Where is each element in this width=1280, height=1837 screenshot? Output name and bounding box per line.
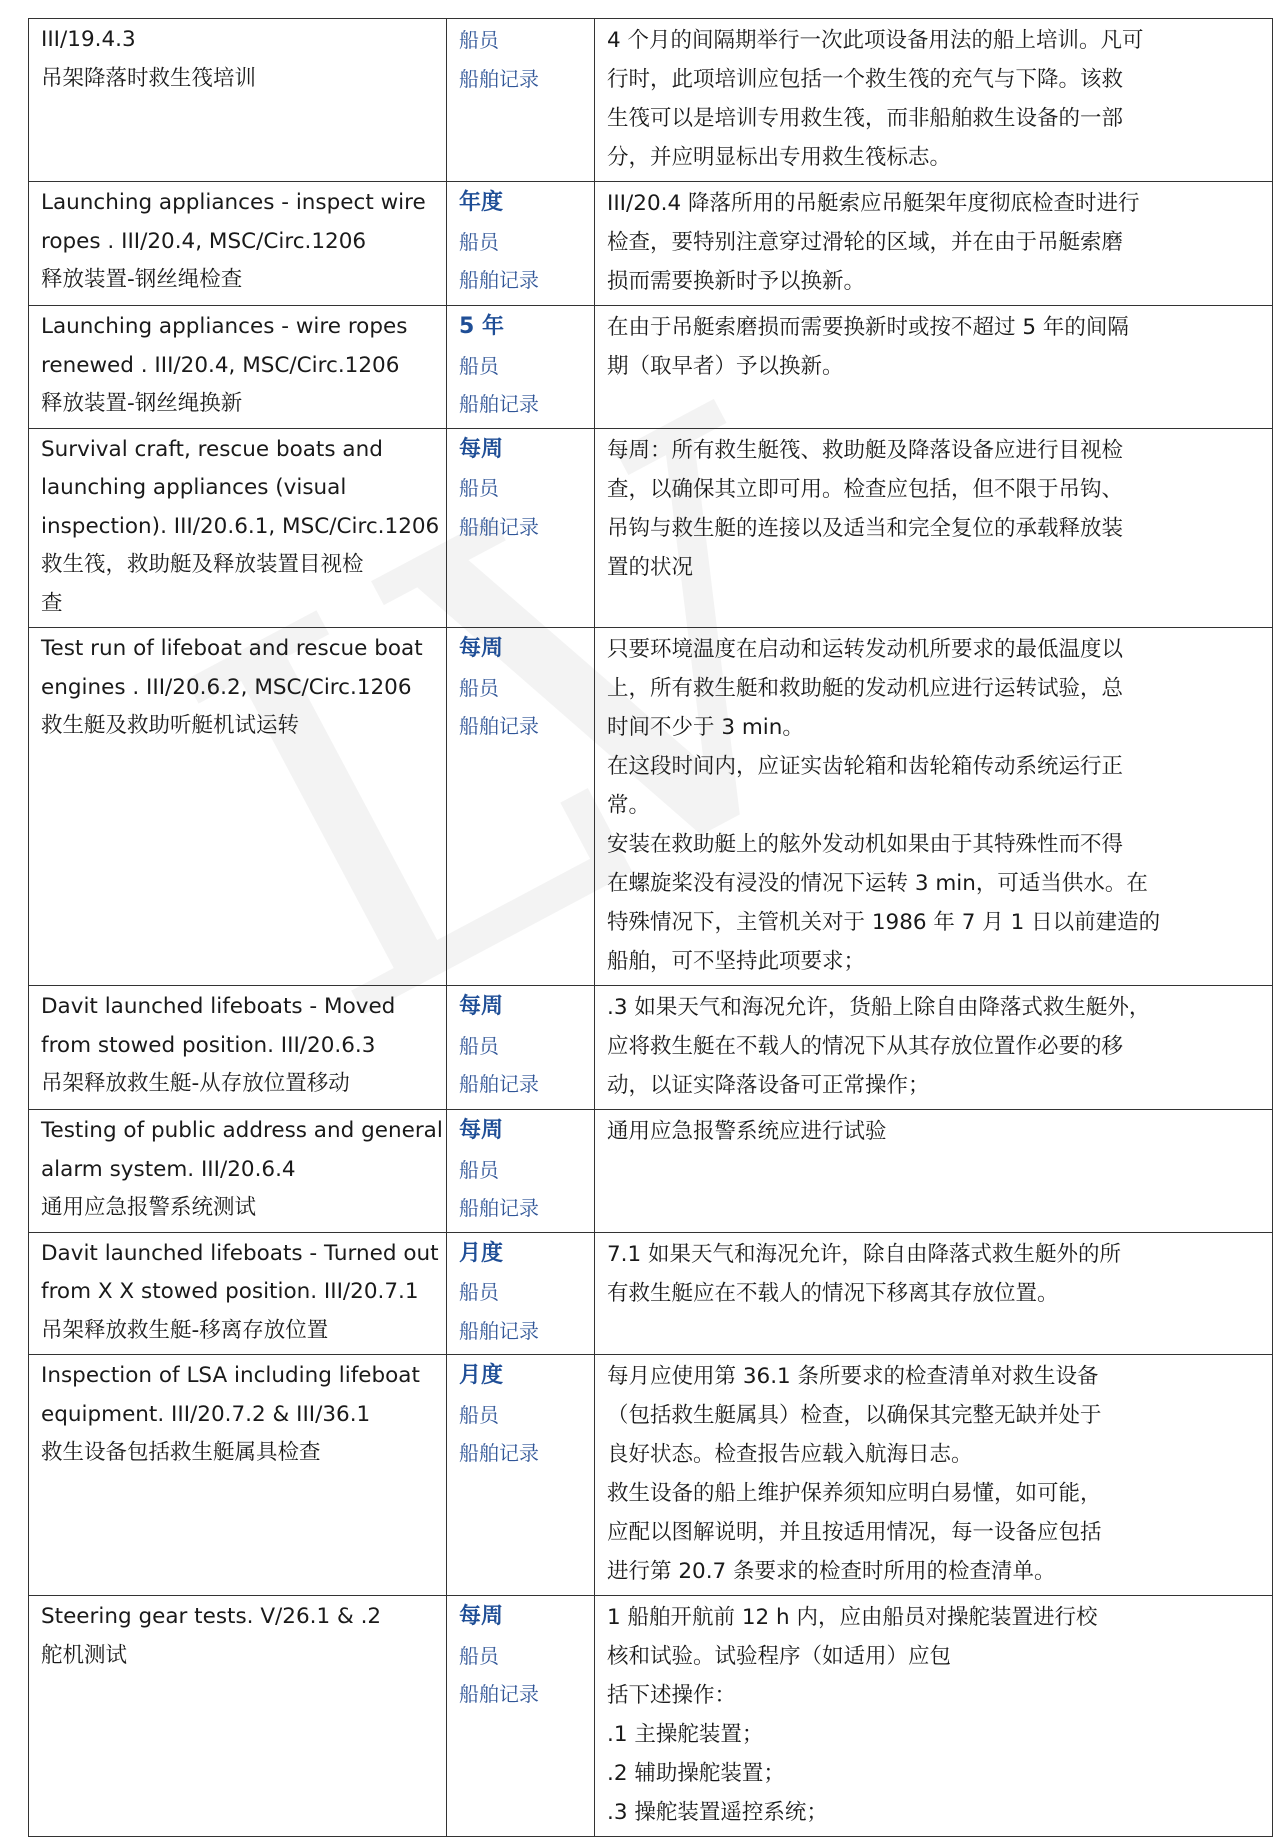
- responsibility-cell: [447, 1232, 595, 1355]
- table-row: [29, 986, 1273, 1110]
- requirement-text: 生筏可以是培训专用救生筏，而非船舶救生设备的一部: [607, 106, 1124, 131]
- role-label: 船舶记录: [459, 66, 539, 91]
- item-text: Steering gear tests. V/26.1 & .2: [41, 1604, 382, 1629]
- item-cell: [29, 1596, 447, 1837]
- responsibility-cell: [447, 1110, 595, 1233]
- role-label: 船舶记录: [459, 1441, 539, 1465]
- responsibility-cell: [447, 986, 595, 1110]
- requirement-cell: [595, 19, 1273, 182]
- requirement-text: 括下述操作：: [607, 1683, 737, 1708]
- item-text: inspection). III/20.6.1, MSC/Circ.1206: [41, 513, 440, 539]
- role-label: 船舶记录: [459, 268, 539, 292]
- regulation-table: [28, 18, 1273, 1837]
- item-text: ropes . III/20.4, MSC/Circ.1206: [41, 228, 367, 254]
- responsibility-cell: [447, 182, 595, 306]
- requirement-text: 7.1 如果天气和海况允许，除自由降落式救生艇外的所: [607, 1241, 1122, 1267]
- responsibility-cell: [447, 428, 595, 628]
- requirement-text: 上，所有救生艇和救助艇的发动机应进行运转试验，总: [607, 676, 1124, 701]
- requirement-text: .1 主操舵装置；: [607, 1722, 764, 1747]
- requirement-cell: [595, 986, 1273, 1110]
- role-label: 船员: [459, 1033, 499, 1058]
- requirement-text: 1 船舶开航前 12 h 内，应由船员对操舵装置进行校: [607, 1605, 1098, 1630]
- item-text: Test run of lifeboat and rescue boat: [41, 636, 423, 661]
- item-text: Survival craft, rescue boats and: [41, 436, 383, 462]
- frequency-label: 年度: [459, 190, 504, 215]
- table-row: [29, 19, 1273, 182]
- role-label: 船舶记录: [459, 1318, 539, 1343]
- role-label: 船员: [459, 675, 499, 700]
- requirement-text: 每周：所有救生艇筏、救助艇及降落设备应进行目视检: [607, 437, 1124, 463]
- requirement-text: 进行第 20.7 条要求的检查时所用的检查清单。: [607, 1559, 1056, 1584]
- responsibility-cell: [447, 628, 595, 986]
- item-text: engines . III/20.6.2, MSC/Circ.1206: [41, 674, 412, 700]
- item-text: Davit launched lifeboats - Turned out: [41, 1240, 439, 1266]
- item-text: Davit launched lifeboats - Moved: [41, 994, 396, 1019]
- requirement-text: 常。: [607, 793, 651, 818]
- requirement-text: 4 个月的间隔期举行一次此项设备用法的船上培训。凡可: [607, 28, 1144, 53]
- item-text: Launching appliances - inspect wire: [41, 190, 426, 215]
- requirement-cell: [595, 428, 1273, 628]
- frequency-label: 月度: [459, 1363, 504, 1388]
- requirement-text: .3 操舵装置遥控系统；: [607, 1800, 828, 1825]
- requirement-text: III/20.4 降落所用的吊艇索应吊艇架年度彻底检查时进行: [607, 191, 1140, 216]
- role-label: 船舶记录: [459, 1072, 539, 1096]
- frequency-label: 5 年: [459, 314, 504, 339]
- requirement-text: 行时，此项培训应包括一个救生筏的充气与下降。该救: [607, 67, 1124, 92]
- frequency-label: 每周: [459, 636, 504, 661]
- role-label: 船员: [459, 1643, 499, 1668]
- requirement-text: 只要环境温度在启动和运转发动机所要求的最低温度以: [607, 637, 1124, 662]
- role-label: 船员: [459, 28, 499, 52]
- requirement-text: 每月应使用第 36.1 条所要求的检查清单对救生设备: [607, 1364, 1099, 1389]
- role-label: 船舶记录: [459, 1196, 539, 1220]
- requirement-text: 通用应急报警系统应进行试验: [607, 1119, 887, 1144]
- requirement-text: 船舶，可不坚持此项要求；: [607, 949, 866, 974]
- requirement-text: 救生设备的船上维护保养须知应明白易懂，如可能，: [607, 1481, 1102, 1506]
- frequency-label: 每周: [459, 436, 504, 462]
- responsibility-cell: [447, 1596, 595, 1837]
- item-text: 救生艇及救助听艇机试运转: [41, 713, 300, 738]
- item-cell: [29, 1232, 447, 1355]
- item-text: Inspection of LSA including lifeboat: [41, 1363, 420, 1388]
- requirement-text: （包括救生艇属具）检查，以确保其完整无缺并处于: [607, 1403, 1102, 1428]
- requirement-text: 安装在救助艇上的舷外发动机如果由于其特殊性而不得: [607, 832, 1124, 857]
- requirement-text: 特殊情况下，主管机关对于 1986 年 7 月 1 日以前建造的: [607, 910, 1161, 935]
- responsibility-cell: [447, 306, 595, 429]
- requirement-cell: [595, 182, 1273, 306]
- requirement-text: 良好状态。检查报告应载入航海日志。: [607, 1442, 973, 1467]
- item-text: alarm system. III/20.6.4: [41, 1156, 296, 1182]
- requirement-text: 有救生艇应在不载人的情况下移离其存放位置。: [607, 1280, 1059, 1306]
- requirement-text: 在螺旋桨没有浸没的情况下运转 3 min，可适当供水。在: [607, 871, 1148, 896]
- item-text: 救生筏，救助艇及释放装置目视检: [41, 552, 364, 577]
- role-label: 船员: [459, 353, 499, 378]
- requirement-text: 损而需要换新时予以换新。: [607, 269, 866, 294]
- table-row: [29, 182, 1273, 306]
- table-row: [29, 628, 1273, 986]
- role-label: 船员: [459, 229, 499, 254]
- table-row: [29, 306, 1273, 429]
- item-text: 舵机测试: [41, 1642, 128, 1668]
- requirement-cell: [595, 306, 1273, 429]
- requirement-cell: [595, 628, 1273, 986]
- requirement-text: .3 如果天气和海况允许，货船上除自由降落式救生艇外，: [607, 995, 1151, 1020]
- requirement-text: 应配以图解说明，并且按适用情况，每一设备应包括: [607, 1520, 1102, 1545]
- item-cell: [29, 1110, 447, 1233]
- requirement-cell: [595, 1355, 1273, 1596]
- table-row: [29, 1232, 1273, 1355]
- table-row: [29, 1110, 1273, 1233]
- item-text: 救生设备包括救生艇属具检查: [41, 1440, 321, 1465]
- item-cell: [29, 428, 447, 628]
- role-label: 船舶记录: [459, 392, 539, 416]
- item-text: 释放装置-钢丝绳检查: [41, 267, 243, 292]
- requirement-text: .2 辅助操舵装置；: [607, 1761, 785, 1786]
- frequency-label: 每周: [459, 1604, 504, 1629]
- item-text: launching appliances (visual: [41, 475, 347, 500]
- item-cell: [29, 1355, 447, 1596]
- table-row: [29, 1596, 1273, 1837]
- requirement-text: 动，以证实降落设备可正常操作；: [607, 1073, 930, 1098]
- requirement-text: 在这段时间内，应证实齿轮箱和齿轮箱传动系统运行正: [607, 754, 1124, 779]
- frequency-label: 每周: [459, 1118, 504, 1143]
- requirement-cell: [595, 1596, 1273, 1837]
- item-text: 吊架释放救生艇-从存放位置移动: [41, 1071, 350, 1096]
- item-text: III/19.4.3: [41, 27, 136, 52]
- item-text: equipment. III/20.7.2 & III/36.1: [41, 1401, 371, 1427]
- item-text: renewed . III/20.4, MSC/Circ.1206: [41, 352, 400, 378]
- responsibility-cell: [447, 19, 595, 182]
- role-label: 船员: [459, 1280, 499, 1304]
- role-label: 船员: [459, 476, 499, 500]
- table-row: [29, 1355, 1273, 1596]
- frequency-label: 月度: [459, 1240, 504, 1266]
- requirement-text: 检查，要特别注意穿过滑轮的区域，并在由于吊艇索磨: [607, 230, 1124, 255]
- item-text: Launching appliances - wire ropes: [41, 314, 408, 339]
- table-row: [29, 428, 1273, 628]
- requirement-text: 查，以确保其立即可用。检查应包括，但不限于吊钩、: [607, 476, 1124, 502]
- role-label: 船舶记录: [459, 714, 539, 738]
- item-cell: [29, 306, 447, 429]
- frequency-label: 每周: [459, 994, 504, 1019]
- item-text: from X X stowed position. III/20.7.1: [41, 1279, 419, 1304]
- item-text: 查: [41, 590, 63, 616]
- requirement-cell: [595, 1232, 1273, 1355]
- requirement-text: 在由于吊艇索磨损而需要换新时或按不超过 5 年的间隔: [607, 315, 1129, 340]
- item-text: Testing of public address and general: [41, 1118, 443, 1143]
- role-label: 船员: [459, 1157, 499, 1182]
- requirement-text: 期（取早者）予以换新。: [607, 354, 844, 379]
- item-text: 通用应急报警系统测试: [41, 1195, 257, 1220]
- item-cell: [29, 182, 447, 306]
- item-cell: [29, 19, 447, 182]
- role-label: 船舶记录: [459, 514, 539, 539]
- requirement-text: 置的状况: [607, 554, 694, 580]
- item-text: 释放装置-钢丝绳换新: [41, 391, 243, 416]
- requirement-text: 吊钩与救生艇的连接以及适当和完全复位的承载释放装: [607, 515, 1124, 541]
- responsibility-cell: [447, 1355, 595, 1596]
- item-text: 吊架释放救生艇-移离存放位置: [41, 1317, 329, 1343]
- role-label: 船舶记录: [459, 1682, 539, 1706]
- item-text: from stowed position. III/20.6.3: [41, 1032, 376, 1058]
- requirement-text: 核和试验。试验程序（如适用）应包: [607, 1644, 952, 1669]
- requirement-cell: [595, 1110, 1273, 1233]
- requirement-text: 应将救生艇在不载人的情况下从其存放位置作必要的移: [607, 1034, 1124, 1059]
- item-cell: [29, 986, 447, 1110]
- item-cell: [29, 628, 447, 986]
- role-label: 船员: [459, 1402, 499, 1427]
- requirement-text: 时间不少于 3 min。: [607, 715, 804, 740]
- requirement-text: 分，并应明显标出专用救生筏标志。: [607, 145, 952, 170]
- item-text: 吊架降落时救生筏培训: [41, 65, 257, 91]
